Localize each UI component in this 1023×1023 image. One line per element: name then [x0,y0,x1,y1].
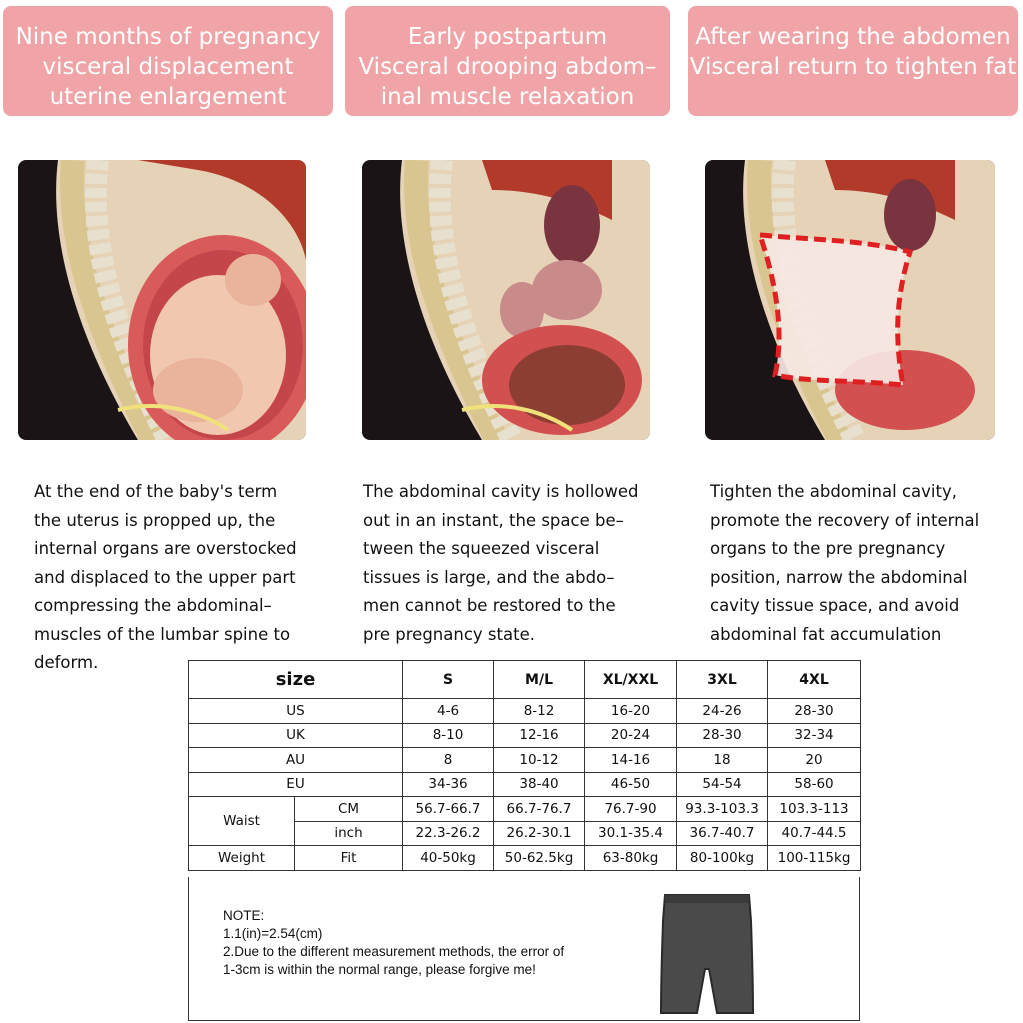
unit-label: CM [295,797,403,822]
table-cell: 26.2-30.1 [494,821,585,846]
table-row-au [189,748,861,773]
row-label: AU [189,748,403,773]
table-cell: 63-80kg [585,846,677,871]
size-column-header: M/L [494,661,585,699]
banner-after-wearing [688,6,1018,116]
banner-line: inal muscle relaxation [380,84,635,110]
table-cell: 12-16 [494,723,585,748]
postpartum-anatomy-illustration [362,160,650,440]
size-column-header: S [403,661,494,699]
anatomy-image-after-wearing [705,160,995,440]
size-column-header: XL/XXL [585,661,677,699]
table-row-eu [189,772,861,797]
size-chart-table [188,660,861,871]
size-header-cell: size [189,661,403,699]
table-cell: 8-10 [403,723,494,748]
table-cell: 54-54 [677,772,768,797]
table-cell: 10-12 [494,748,585,773]
note-line: 1-3cm is within the normal range, please forgive me! [223,962,536,977]
description-line: At the end of the baby's term [34,482,278,501]
table-cell: 34-36 [403,772,494,797]
table-cell: 28-30 [677,723,768,748]
description-line: pre pregnancy state. [363,624,535,644]
table-cell: 28-30 [768,699,861,724]
description-line: tween the squeezed visceral [363,539,600,558]
anatomy-image-postpartum [362,160,650,440]
table-cell: 58-60 [768,772,861,797]
table-cell: 66.7-76.7 [494,797,585,822]
banner-line: visceral displacement [42,54,294,80]
table-cell: 46-50 [585,772,677,797]
banner-line: Nine months of pregnancy [15,24,321,50]
table-cell: 40-50kg [403,846,494,871]
pregnancy-anatomy-illustration [18,160,306,440]
table-cell: 93.3-103.3 [677,797,768,822]
table-cell: 16-20 [585,699,677,724]
row-label: UK [189,723,403,748]
note-title: NOTE: [223,908,265,923]
description-pregnancy [34,478,334,678]
description-line: men cannot be restored to the [363,596,616,615]
description-line: out in an instant, the space be– [363,510,624,530]
banner-line: Visceral drooping abdom– [358,54,657,80]
unit-label: Fit [295,846,403,871]
waist-label: Waist [189,797,295,846]
unit-label: inch [295,821,403,846]
table-cell: 30.1-35.4 [585,821,677,846]
table-cell: 56.7-66.7 [403,797,494,822]
description-line: internal organs are overstocked [34,539,297,558]
description-line: compressing the abdominal– [34,596,272,615]
table-cell: 8 [403,748,494,773]
description-line: position, narrow the abdominal [710,567,968,587]
weight-label: Weight [189,846,295,871]
table-cell: 50-62.5kg [494,846,585,871]
banner-postpartum [345,6,670,116]
after-wearing-anatomy-illustration [705,160,995,440]
banner-pregnancy [3,6,333,116]
table-cell: 38-40 [494,772,585,797]
description-line: cavity tissue space, and avoid [710,596,960,615]
table-cell: 18 [677,748,768,773]
table-cell: 22.3-26.2 [403,821,494,846]
description-line: abdominal fat accumulation [710,624,942,644]
table-header-row [189,661,861,699]
note-line: 2.Due to the different measurement methods, the error of [223,944,565,959]
table-cell: 20 [768,748,861,773]
table-cell: 24-26 [677,699,768,724]
table-cell: 14-16 [585,748,677,773]
anatomy-image-pregnancy [18,160,306,440]
table-cell: 103.3-113 [768,797,861,822]
note-text [223,907,643,979]
table-cell: 36.7-40.7 [677,821,768,846]
description-line: The abdominal cavity is hollowed [363,482,639,501]
description-line: organs to the pre pregnancy [710,539,946,558]
table-cell: 76.7-90 [585,797,677,822]
size-column-header: 3XL [677,661,768,699]
table-cell: 4-6 [403,699,494,724]
table-row-us [189,699,861,724]
table-cell: 20-24 [585,723,677,748]
row-label: US [189,699,403,724]
description-line: Tighten the abdominal cavity, [710,482,957,501]
description-postpartum [363,478,663,649]
description-line: tissues is large, and the abdo– [363,567,615,587]
banner-line: Early postpartum [407,24,608,50]
size-column-header: 4XL [768,661,861,699]
description-after-wearing [710,478,1010,649]
description-line: and displaced to the upper part [34,567,296,587]
description-line: promote the recovery of internal [710,510,980,530]
row-label: EU [189,772,403,797]
table-row-weight [189,846,861,871]
table-cell: 100-115kg [768,846,861,871]
banner-line: uterine enlargement [49,84,287,110]
note-line: 1.1(in)=2.54(cm) [223,926,323,941]
note-box [188,877,860,1021]
table-cell: 40.7-44.5 [768,821,861,846]
table-cell: 32-34 [768,723,861,748]
table-cell: 8-12 [494,699,585,724]
banner-line: Visceral return to tighten fat [689,54,1017,80]
description-line: muscles of the lumbar spine to [34,624,291,644]
table-cell: 80-100kg [677,846,768,871]
table-row-waist-cm [189,797,861,822]
description-line: the uterus is propped up, the [34,510,276,530]
shapewear-shorts-icon [659,891,755,1017]
description-line: deform. [34,653,99,672]
banner-line: After wearing the abdomen [695,24,1011,50]
table-row-uk [189,723,861,748]
